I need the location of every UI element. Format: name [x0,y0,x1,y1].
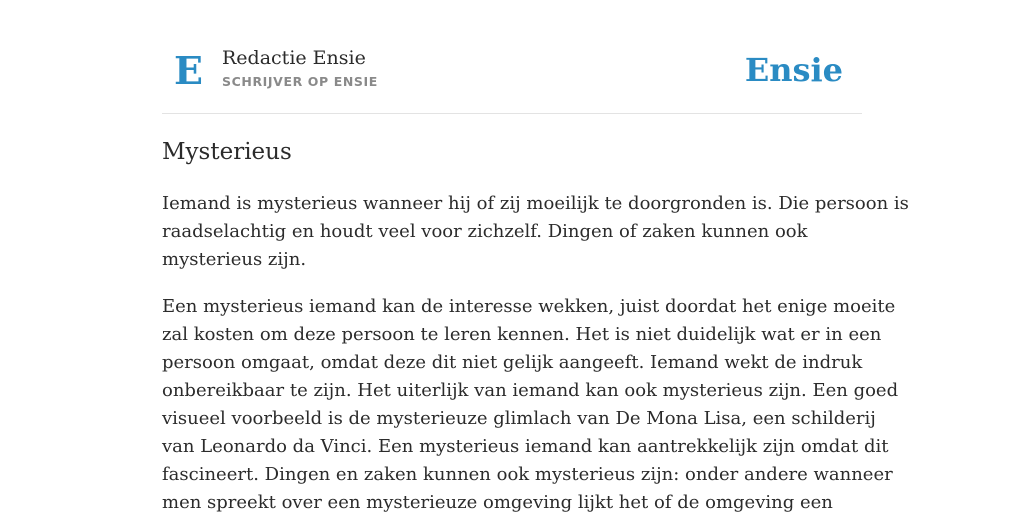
text-line: raadselachtig en houdt veel voor zichzelf. Dingen of zaken kunnen ook [162,221,808,242]
author-name[interactable]: Redactie Ensie [222,47,366,69]
text-line: Een mysterieus iemand kan de interesse wekken, juist doordat het enige moeite [162,296,896,317]
text-line: onbereikbaar te zijn. Het uiterlijk van iemand kan ook mysterieus zijn. Een goed [162,380,899,401]
paragraph-1 [162,190,909,274]
text-line: Iemand is mysterieus wanneer hij of zij moeilijk te doorgronden is. Die persoon is [162,193,909,214]
header [162,40,862,114]
text-line: persoon omgaat, omdat deze dit niet gelijk aangeeft. Iemand wekt de indruk [162,352,863,373]
article-body [162,190,909,512]
text-line: visueel voorbeeld is de mysterieuze glimlach van De Mona Lisa, een schilderij [162,408,876,429]
text-line: van Leonardo da Vinci. Een mysterieus iemand kan aantrekkelijk zijn omdat dit [162,436,889,457]
text-line: men spreekt over een mysterieuze omgeving lijkt het of de omgeving een [162,492,833,512]
author-logo[interactable]: E [174,48,203,93]
article-title: Mysterieus [162,139,292,165]
ensie-logo[interactable]: Ensie [744,51,843,89]
text-line: fascineert. Dingen en zaken kunnen ook mysterieus zijn: onder andere wanneer [162,464,893,485]
text-line: zal kosten om deze persoon te leren kennen. Het is niet duidelijk wat er in een [162,324,882,345]
author-role: SCHRIJVER OP ENSIE [222,74,378,89]
text-line: mysterieus zijn. [162,249,307,270]
paragraph-2 [162,293,899,512]
